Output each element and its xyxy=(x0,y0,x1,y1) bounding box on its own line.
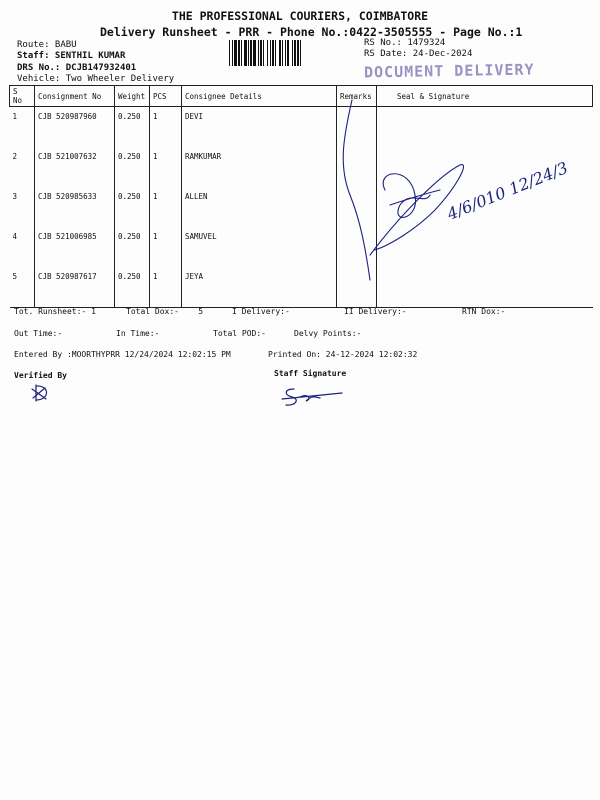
row-pcs: 1 xyxy=(153,272,158,281)
col-consignee: Consignee Details xyxy=(182,86,337,107)
total-runsheet: Tot. Runsheet:- 1 xyxy=(14,307,96,316)
row-weight: 0.250 xyxy=(118,272,141,281)
printed-on: Printed On: 24-12-2024 12:02:32 xyxy=(268,350,418,359)
row-weight: 0.250 xyxy=(118,152,141,161)
row-sno: 5 xyxy=(12,272,18,281)
row-consignee: SAMUVEL xyxy=(185,232,217,241)
remark-handwriting: 4/6/010 12/24/3 xyxy=(444,157,571,224)
in-time: In Time:- xyxy=(116,329,160,338)
document-delivery-stamp: DOCUMENT DELIVERY xyxy=(363,60,535,82)
staff-signature xyxy=(280,385,350,409)
row-pcs: 1 xyxy=(153,192,158,201)
rtn-dox: RTN Dox:- xyxy=(462,307,506,316)
verifier-initials xyxy=(30,383,54,403)
vehicle-label: Vehicle: Two Wheeler Delivery xyxy=(17,74,175,84)
row-weight: 0.250 xyxy=(118,112,141,121)
row-sno: 4 xyxy=(12,232,18,241)
row-weight: 0.250 xyxy=(118,232,141,241)
col-consignment: Consignment No xyxy=(35,86,115,107)
drs-number: DRS No.: DCJB147932401 xyxy=(17,63,137,73)
entered-by: Entered By :MOORTHYPRR 12/24/2024 12:02:15 PM xyxy=(14,350,231,359)
total-dox: Total Dox:- 5 xyxy=(126,307,204,316)
col-weight: Weight xyxy=(115,86,150,107)
row-consignee: RAMKUMAR xyxy=(185,152,222,161)
company-title: THE PROFESSIONAL COURIERS, COIMBATORE xyxy=(171,9,429,23)
total-pod: Total POD:- xyxy=(213,329,266,338)
col-sno: S No xyxy=(10,86,35,107)
row-consignment: CJB 520987960 xyxy=(38,112,97,121)
delvy-points: Delvy Points:- xyxy=(294,329,362,338)
row-consignment: CJB 520985633 xyxy=(38,192,97,201)
col-remarks: Remarks xyxy=(337,86,377,107)
row-consignee: ALLEN xyxy=(185,192,208,201)
row-consignment: CJB 521007632 xyxy=(38,152,97,161)
row-sno: 1 xyxy=(12,112,18,121)
runsheet-subtitle: Delivery Runsheet - PRR - Phone No.:0422-3505555 - Page No.:1 xyxy=(100,25,523,39)
staff-label: Staff: SENTHIL KUMAR xyxy=(17,51,126,61)
barcode xyxy=(229,40,357,66)
row-sno: 2 xyxy=(12,152,18,161)
row-consignee: DEVI xyxy=(185,112,204,121)
row-pcs: 1 xyxy=(153,152,158,161)
row-sno: 3 xyxy=(12,192,18,201)
rs-number: RS No.: 1479324 xyxy=(364,38,446,48)
out-time: Out Time:- xyxy=(14,329,63,338)
col-seal-signature: Seal & Signature xyxy=(377,86,593,107)
rs-date: RS Date: 24-Dec-2024 xyxy=(364,49,473,59)
ii-delivery: II Delivery:- xyxy=(344,307,407,316)
row-pcs: 1 xyxy=(153,232,158,241)
verified-by-label: Verified By xyxy=(14,371,67,380)
row-weight: 0.250 xyxy=(118,192,141,201)
row-consignment: CJB 521006985 xyxy=(38,232,97,241)
i-delivery: I Delivery:- xyxy=(232,307,290,316)
row-consignment: CJB 520987617 xyxy=(38,272,97,281)
col-pcs: PCS xyxy=(150,86,182,107)
staff-signature-label: Staff Signature xyxy=(274,369,347,378)
row-pcs: 1 xyxy=(153,112,158,121)
row-consignee: JEYA xyxy=(185,272,204,281)
route-label: Route: BABU xyxy=(17,40,77,50)
delivery-signature xyxy=(330,95,590,295)
